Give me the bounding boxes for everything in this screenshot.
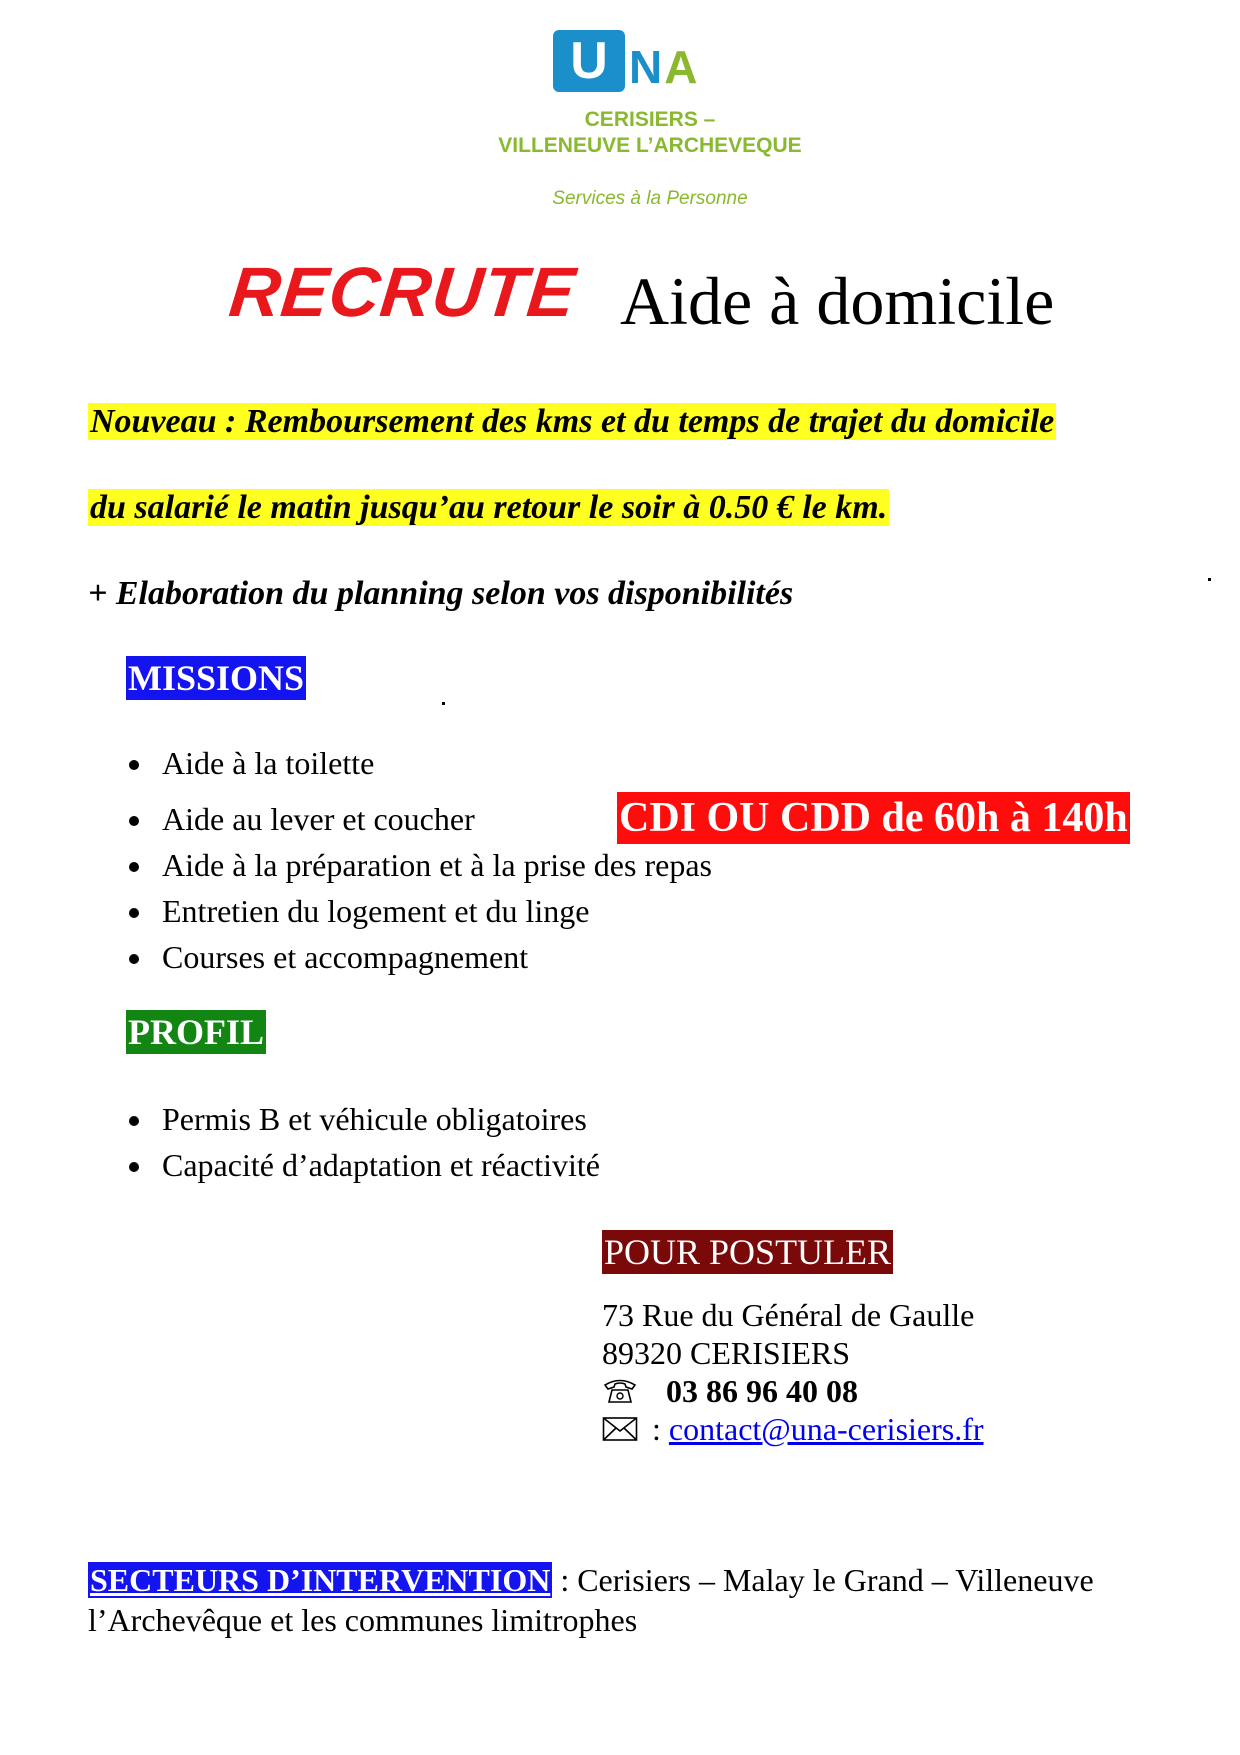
phone-number: 03 86 96 40 08 (666, 1373, 858, 1409)
tagline: Services à la Personne (552, 188, 748, 209)
missions-heading: MISSIONS (128, 658, 305, 698)
list-item: Aide au lever et coucher (126, 796, 712, 842)
secteurs-label: SECTEURS D’INTERVENTION (90, 1562, 551, 1598)
list-item: Permis B et véhicule obligatoires (126, 1096, 600, 1142)
missions-list (126, 740, 712, 980)
list-item: Aide à la toilette (126, 740, 712, 786)
logo-letter-a: A (664, 41, 700, 93)
list-item: Capacité d’adaptation et réactivité (126, 1142, 600, 1188)
address-street: 73 Rue du Général de Gaulle (602, 1297, 975, 1333)
org-name-line1: CERISIERS – (584, 108, 716, 131)
secteurs-paragraph (88, 1560, 1148, 1640)
list-item: Courses et accompagnement (126, 934, 712, 980)
recrute-heading: RECRUTE (225, 253, 580, 331)
address-city: 89320 CERISIERS (602, 1335, 851, 1371)
stray-dot (442, 702, 445, 705)
stray-dot (1208, 578, 1211, 581)
highlight-text-1: Nouveau : Remboursement des kms et du temps de trajet du domicile (90, 403, 1055, 440)
list-item: Aide à la préparation et à la prise des repas (126, 842, 712, 888)
highlight-text-2: du salarié le matin jusqu’au retour le soir à 0.50 € le km. (90, 489, 888, 526)
logo-letter-n: N (629, 41, 665, 93)
logo-letter-u: U (570, 32, 608, 90)
telephone-icon (602, 1375, 638, 1405)
contract-badge: CDI OU CDD de 60h à 140h (617, 792, 1130, 844)
planning-note: + Elaboration du planning selon vos disponibilités (88, 575, 794, 612)
highlight-line-1 (88, 400, 1056, 444)
email-link[interactable]: contact@una-cerisiers.fr (668, 1411, 984, 1447)
phone-line (602, 1372, 858, 1410)
org-name-line2: VILLENEUVE L’ARCHEVEQUE (498, 134, 802, 157)
secteurs-text: : Cerisiers – Malay le Grand – Villeneuve l’Archevêque et les communes limitrophes (88, 1562, 1094, 1638)
envelope-icon (602, 1412, 638, 1438)
email-line (602, 1410, 984, 1448)
logo-letters (629, 42, 699, 92)
profil-list (126, 1096, 600, 1188)
list-item: Entretien du logement et du linge (126, 888, 712, 934)
highlight-line-2 (88, 486, 889, 530)
email-separator: : (652, 1411, 661, 1447)
profil-heading: PROFIL (128, 1012, 265, 1052)
job-title: Aide à domicile (620, 263, 1055, 339)
postuler-heading: POUR POSTULER (604, 1232, 892, 1272)
una-logo (553, 30, 753, 92)
